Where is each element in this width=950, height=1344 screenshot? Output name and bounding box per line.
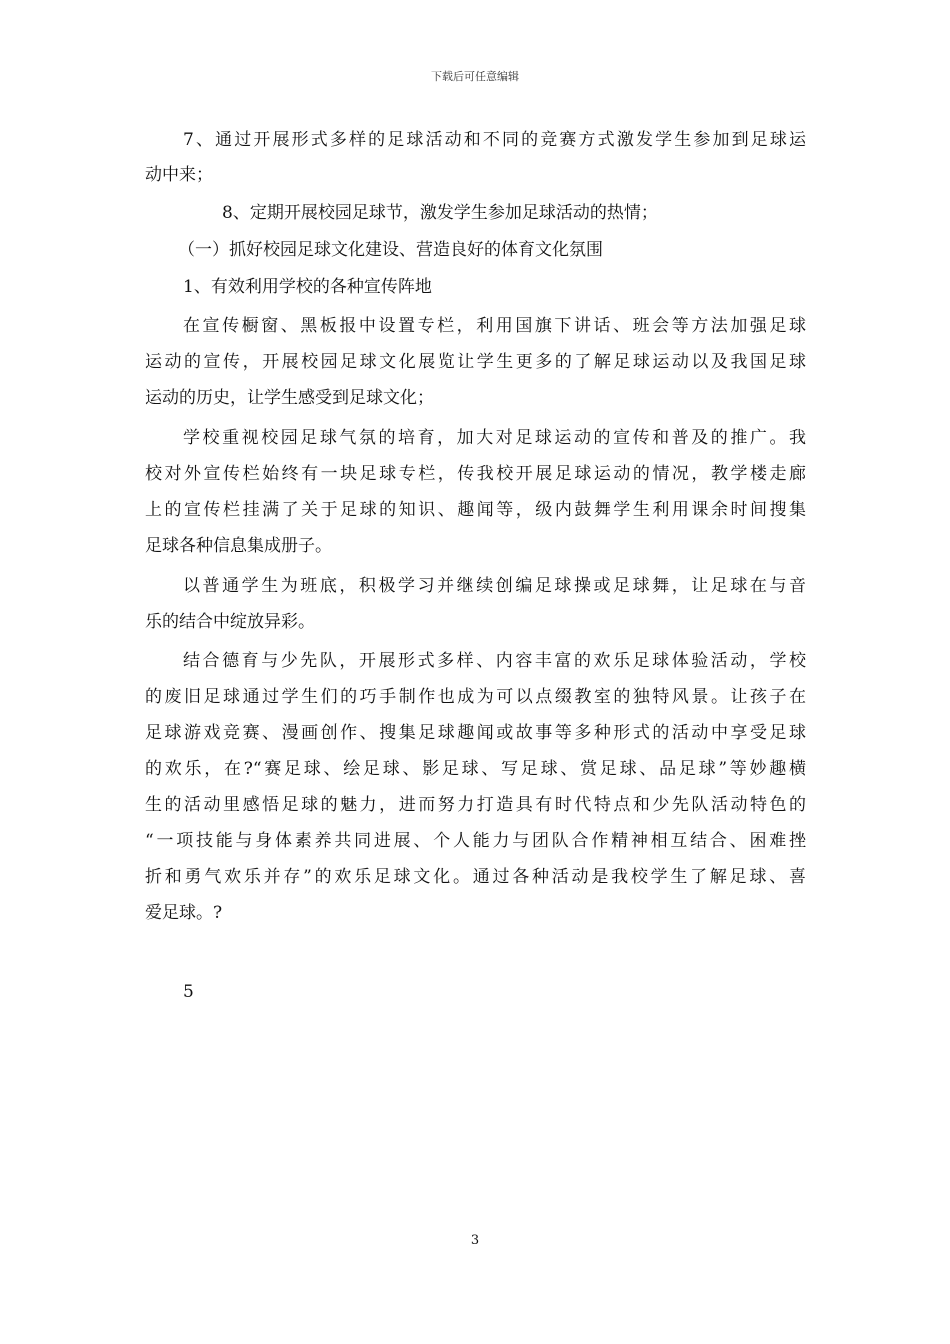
paragraph-line: 学校重视校园足球气氛的培育，加大对足球运动的宣传和普及的推广。我 (183, 428, 806, 448)
paragraph-line: 的废旧足球通过学生们的巧手制作也成为可以点缀教室的独特风景。让孩子在 (145, 687, 806, 707)
page-header: 下载后可任意编辑 (431, 70, 519, 83)
paragraph-line: 结合德育与少先队，开展形式多样、内容丰富的欢乐足球体验活动，学校 (183, 651, 806, 671)
paragraph-line: 以普通学生为班底，积极学习并继续创编足球操或足球舞，让足球在与音 (183, 576, 806, 596)
paragraph-line: “一项技能与身体素养共同进展、个人能力与团队合作精神相互结合、困难挫 (145, 831, 806, 851)
paragraph-line: 校对外宣传栏始终有一块足球专栏，传我校开展足球运动的情况，教学楼走廊 (145, 464, 806, 484)
paragraph-line: 爱足球。? (145, 903, 223, 923)
section-heading: （一）抓好校园足球文化建设、营造良好的体育文化氛围 (178, 240, 603, 260)
paragraph-line: 在宣传橱窗、黑板报中设置专栏，利用国旗下讲话、班会等方法加强足球 (183, 316, 806, 336)
paragraph-line: 足球游戏竞赛、漫画创作、搜集足球趣闻或故事等多种形式的活动中享受足球 (145, 723, 806, 743)
paragraph-line: 上的宣传栏挂满了关于足球的知识、趣闻等，级内鼓舞学生利用课余时间搜集 (145, 500, 806, 520)
paragraph-line: 运动的宣传，开展校园足球文化展览让学生更多的了解足球运动以及我国足球 (145, 352, 806, 372)
paragraph-line: 足球各种信息集成册子。 (145, 536, 332, 556)
page-number: 3 (470, 1233, 480, 1248)
paragraph-line: 动中来； (145, 165, 213, 185)
sub-heading: 1、有效利用学校的各种宣传阵地 (183, 277, 432, 297)
paragraph-line: 生的活动里感悟足球的魅力，进而努力打造具有时代特点和少先队活动特色的 (145, 795, 806, 815)
paragraph-line: 7、通过开展形式多样的足球活动和不同的竞赛方式激发学生参加到足球运 (183, 130, 806, 150)
paragraph-line: 的欢乐，在?“赛足球、绘足球、影足球、写足球、赏足球、品足球”等妙趣横 (145, 759, 806, 779)
stray-number: 5 (183, 982, 194, 1002)
paragraph-line: 乐的结合中绽放异彩。 (145, 612, 315, 632)
paragraph-line: 折和勇气欢乐并存”的欢乐足球文化。通过各种活动是我校学生了解足球、喜 (145, 867, 806, 887)
paragraph-line: 运动的历史，让学生感受到足球文化； (145, 388, 434, 408)
paragraph-line: 8、定期开展校园足球节，激发学生参加足球活动的热情； (222, 203, 658, 223)
